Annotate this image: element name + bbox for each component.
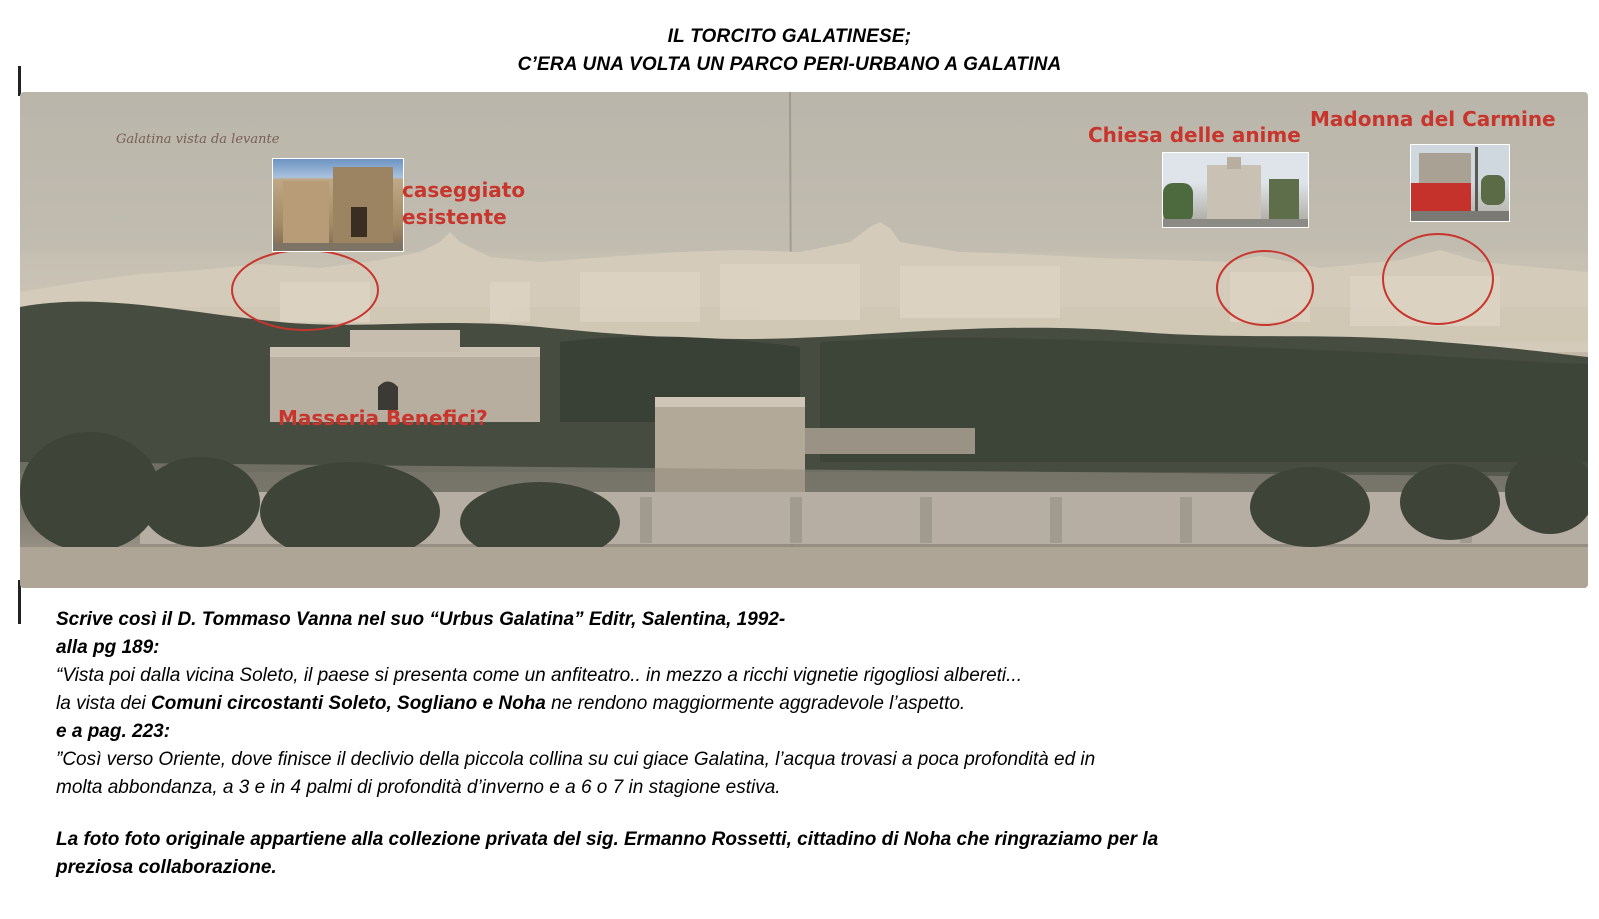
text-line-3: “Vista poi dalla vicina Soleto, il paese si presenta come un anfiteatro.. in mezzo a ricchi vignetie rigogliosi albereti... (56, 665, 1022, 686)
chiesa-inset-photo (1162, 152, 1309, 228)
label-chiesa: Chiesa delle anime (1088, 123, 1301, 147)
text-line-4-bold: Comuni circostanti Soleto, Sogliano e Noha (151, 693, 546, 714)
text-line-2: alla pg 189: (56, 637, 160, 658)
text-line-4 (56, 690, 1556, 718)
text-line-4-c: ne rendono maggiormente aggradevole l’aspetto. (545, 693, 966, 714)
text-line-9: preziosa collaborazione. (56, 857, 277, 878)
madonna-inset-photo (1410, 144, 1510, 222)
title-line-2: C’ERA UNA VOLTA UN PARCO PERI-URBANO A GALATINA (517, 54, 1062, 75)
label-madonna: Madonna del Carmine (1310, 107, 1556, 131)
text-line-7: molta abbondanza, a 3 e in 4 palmi di profondità d’inverno e a 6 o 7 in stagione estiva. (56, 777, 781, 798)
label-masseria: Masseria Benefici? (278, 406, 488, 430)
text-line-5: e a pag. 223: (56, 721, 171, 742)
vintage-panorama-photo (20, 92, 1588, 588)
title-line-1: IL TORCITO GALATINESE; (667, 26, 912, 47)
text-line-1: Scrive così il D. Tommaso Vanna nel suo “Urbus Galatina” Editr, Salentina, 1992- (56, 609, 786, 630)
label-caseggiato-line2: esistente (402, 205, 507, 229)
quote-text-block (56, 606, 1556, 882)
label-caseggiato-line1: caseggiato (402, 178, 526, 202)
text-line-6: ”Così verso Oriente, dove finisce il declivio della piccola collina su cui giace Galatina, l’acqua trovasi a poca profondità ed in (56, 749, 1096, 770)
photo-caption: Galatina vista da levante (116, 132, 280, 147)
text-line-8: La foto foto originale appartiene alla collezione privata del sig. Ermanno Rossetti, cittadino di Noha che ringraziamo per la (56, 829, 1159, 850)
panorama-drawing (20, 92, 1588, 588)
caseggiato-inset-photo (272, 158, 404, 252)
text-line-4-a: la vista dei (56, 693, 152, 714)
